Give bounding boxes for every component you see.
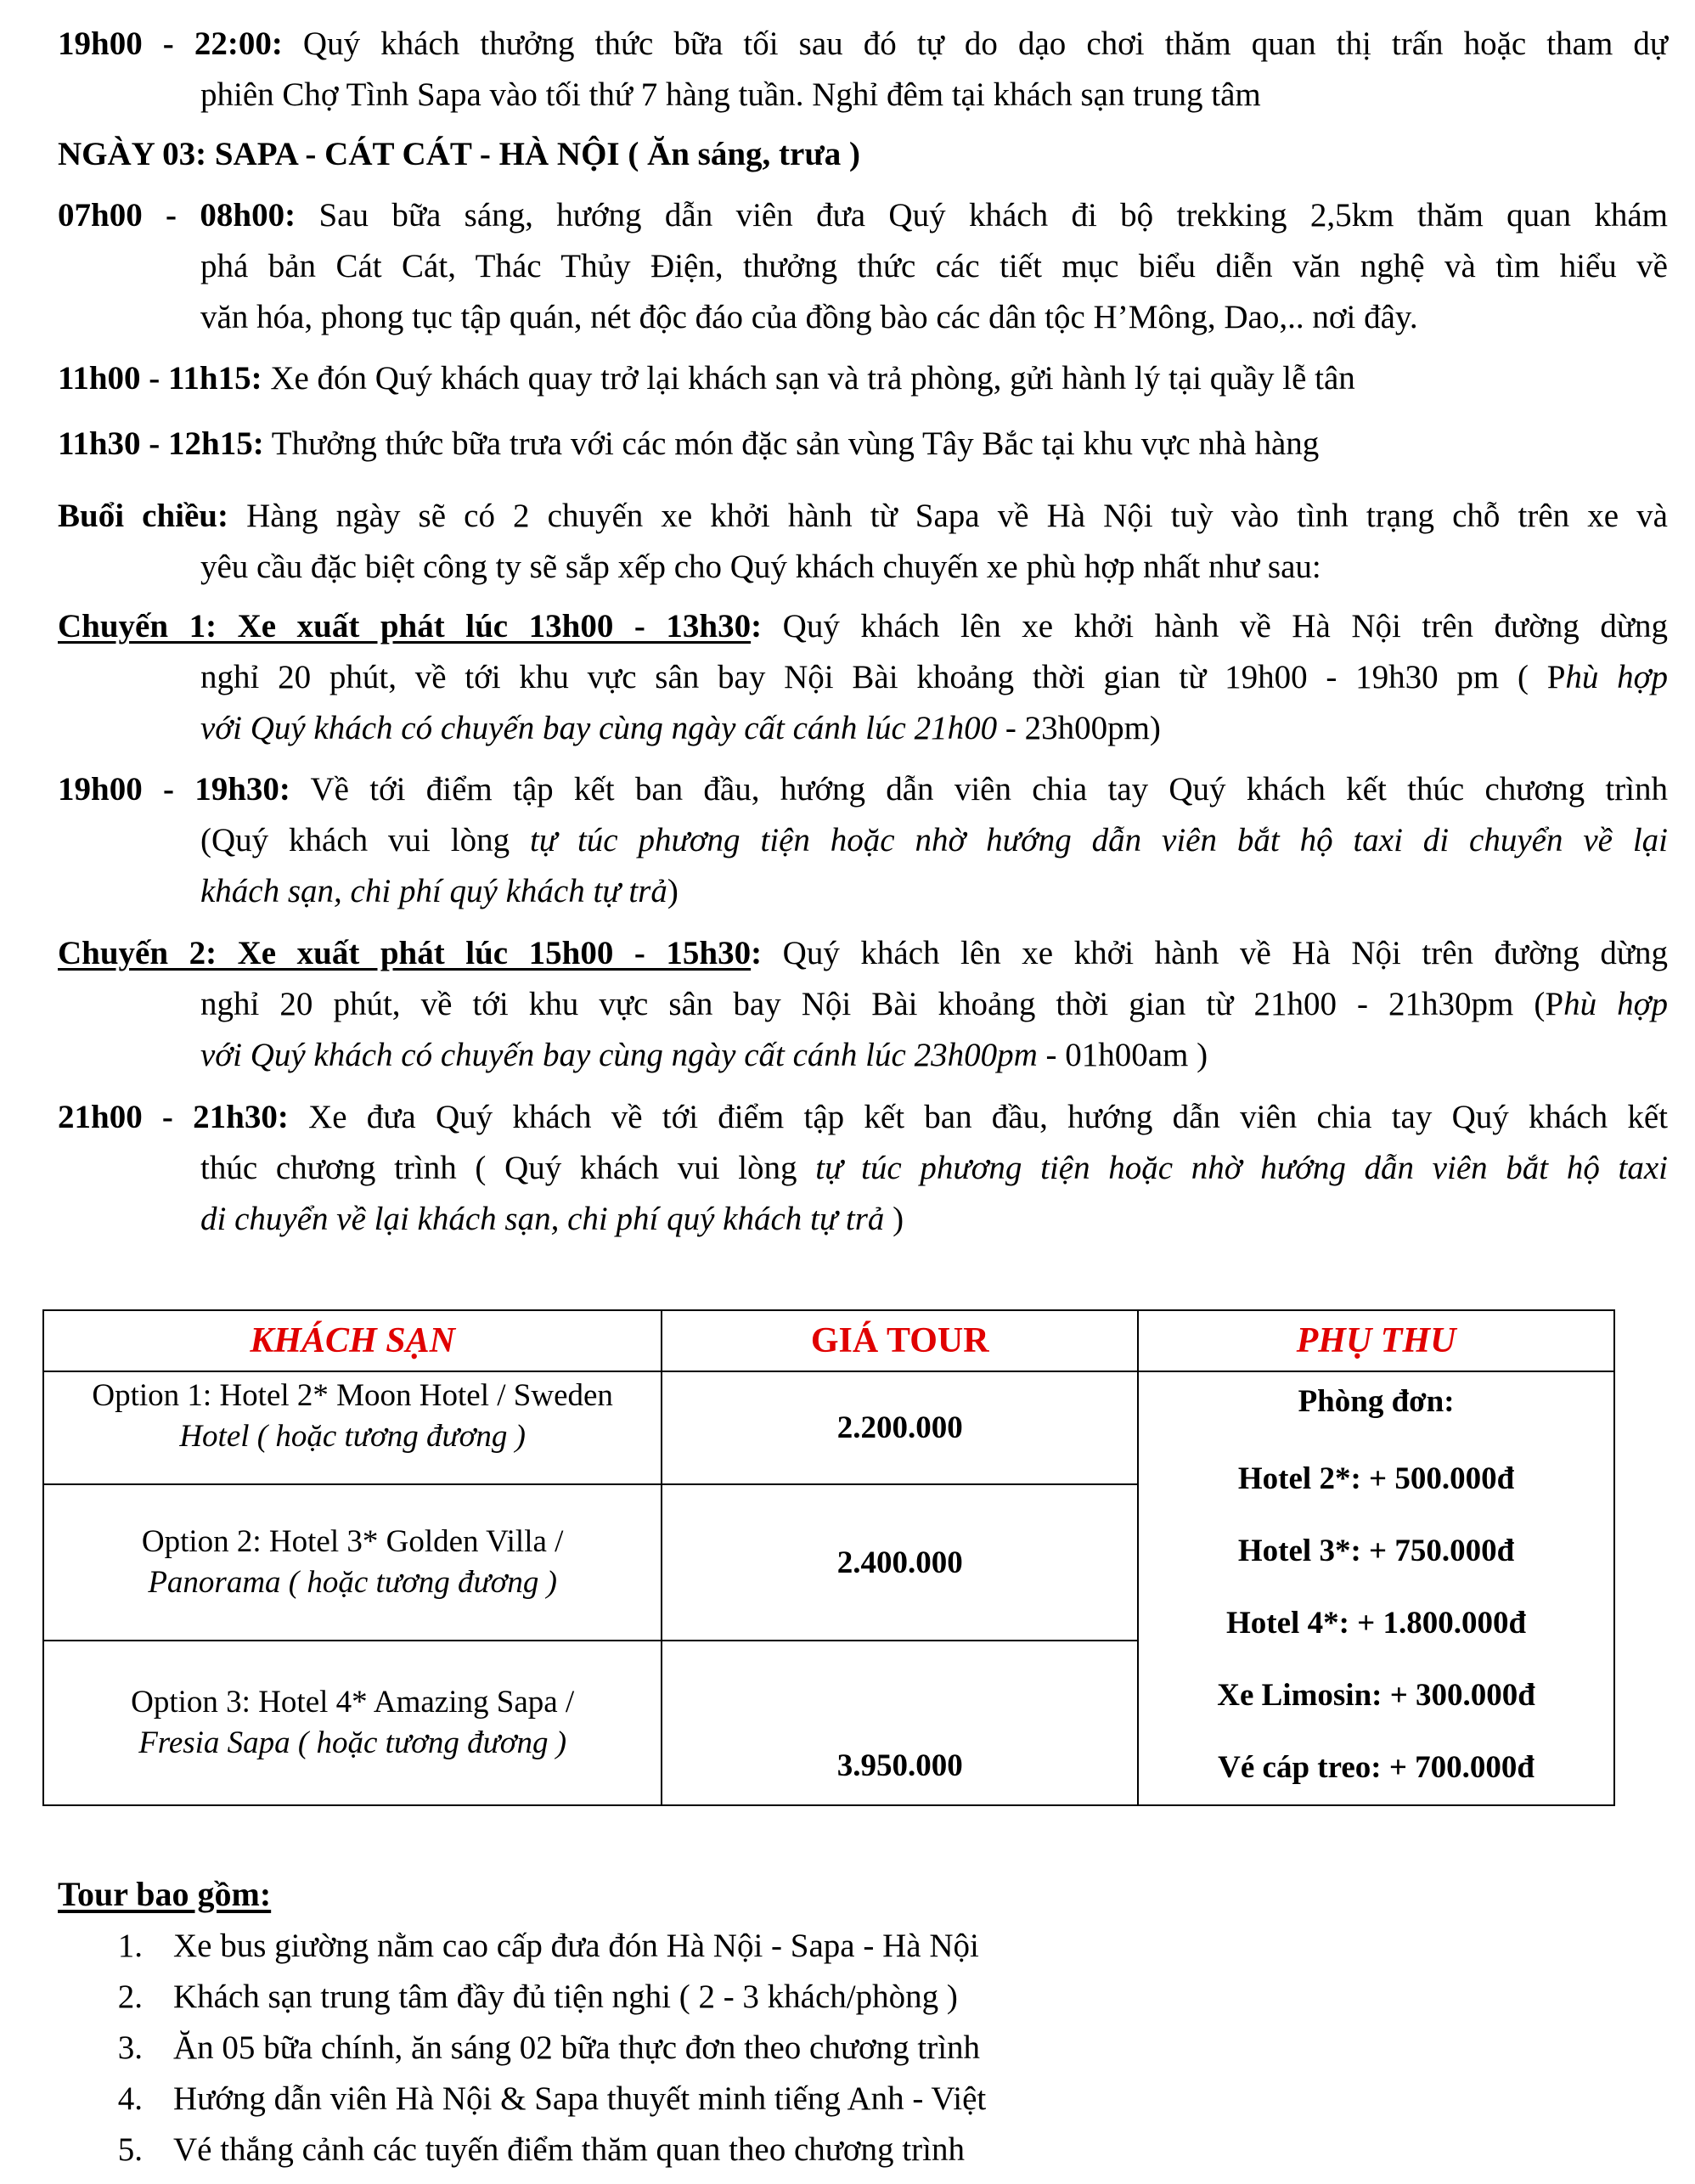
itinerary-item-1900 — [58, 19, 1668, 121]
item-text: Thưởng thức bữa trưa với các món đặc sản vùng Tây Bắc tại khu vực nhà hàng — [263, 425, 1320, 462]
item-text: Xe đón Quý khách quay trở lại khách sạn và trả phòng, gửi hành lý tại quầy lễ tân — [262, 360, 1355, 397]
surcharge-hotel-4: Hotel 4*: + 1.800.000đ — [1226, 1606, 1527, 1641]
item-text: Quý khách lên xe khởi hành về Hà Nội trên đường dừng — [762, 608, 1668, 645]
time-label: 21h00 - 21h30: — [58, 1099, 289, 1135]
time-label: 11h30 - 12h15: — [58, 425, 264, 462]
item-text-italic: tự túc phương tiện hoặc nhờ hướng dẫn viên bắt hộ taxi — [815, 1150, 1668, 1186]
item-number: 3. — [117, 2029, 143, 2066]
item-text: Hướng dẫn viên Hà Nội & Sapa thuyết minh tiếng Anh - Việt — [173, 2080, 987, 2117]
surcharge-cell — [1138, 1371, 1614, 1805]
item-text: Quý khách thưởng thức bữa tối sau đó tự do dạo chơi thăm quan thị trấn hoặc tham dự — [282, 25, 1669, 62]
item-text: Sau bữa sáng, hướng dẫn viên đưa Quý khách đi bộ trekking 2,5km thăm quan khám — [296, 197, 1668, 234]
item-text: (Quý khách vui lòng — [200, 822, 530, 858]
item-text: ) — [884, 1201, 904, 1237]
header-price: GIÁ TOUR — [662, 1310, 1138, 1371]
colon: : — [751, 935, 763, 971]
hotel-note: Panorama ( hoặc tương đương ) — [148, 1565, 557, 1600]
item-text: nghỉ 20 phút, về tới khu vực sân bay Nội Bài khoảng thời gian từ 21h00 - 21h30pm (P — [200, 986, 1564, 1022]
itinerary-item-0700 — [58, 190, 1668, 343]
price-option-3: 3.950.000 — [662, 1641, 1138, 1805]
heading-text: NGÀY 03: SAPA - CÁT CÁT - HÀ NỘI ( Ăn sáng, trưa ) — [58, 136, 860, 172]
item-text: phiên Chợ Tình Sapa vào tối thứ 7 hàng tuần. Nghỉ đêm tại khách sạn trung tâm — [200, 76, 1261, 113]
hotel-option-1 — [43, 1371, 662, 1484]
itinerary-item-1900-return — [58, 764, 1668, 917]
price-option-2: 2.400.000 — [662, 1484, 1138, 1641]
item-number: 4. — [117, 2080, 143, 2117]
list-item — [58, 1972, 986, 2023]
item-text: - 01h00am ) — [1037, 1037, 1208, 1073]
time-label: 07h00 - 08h00: — [58, 197, 296, 234]
item-text: Xe đưa Quý khách về tới điểm tập kết ban đầu, hướng dẫn viên chia tay Quý khách kết — [288, 1099, 1668, 1135]
hotel-option-3 — [43, 1641, 662, 1805]
hotel-note: Fresia Sapa ( hoặc tương đương ) — [138, 1725, 567, 1760]
surcharge-cable-car: Vé cáp treo: + 700.000đ — [1218, 1750, 1535, 1785]
hotel-name: Option 1: Hotel 2* Moon Hotel / Sweden — [92, 1378, 613, 1413]
item-text: Hàng ngày sẽ có 2 chuyến xe khởi hành từ Sapa về Hà Nội tuỳ vào tình trạng chỗ trên xe và — [228, 498, 1668, 534]
item-text-italic: di chuyển về lại khách sạn, chi phí quý khách tự trả — [200, 1201, 885, 1237]
includes-title: Tour bao gồm: — [58, 1875, 272, 1913]
price-table — [42, 1309, 1615, 1806]
hotel-option-2 — [43, 1484, 662, 1641]
item-number: 1. — [117, 1928, 143, 1964]
item-text-italic: hù hợp — [1565, 659, 1668, 695]
list-item — [58, 2125, 986, 2176]
item-text: yêu cầu đặc biệt công ty sẽ sắp xếp cho Quý khách chuyến xe phù hợp nhất như sau: — [200, 549, 1321, 585]
header-surcharge: PHỤ THU — [1138, 1310, 1614, 1371]
item-text-italic: tự túc phương tiện hoặc nhờ hướng dẫn viên bắt hộ taxi di chuyển về lại — [529, 822, 1668, 858]
item-text-italic: khách sạn, chi phí quý khách tự trả — [200, 873, 667, 909]
item-number: 2. — [117, 1979, 143, 2015]
time-label: 19h00 - 19h30: — [58, 771, 290, 808]
price-table-header-row — [43, 1310, 1614, 1371]
item-text-italic: hù hợp — [1563, 986, 1668, 1022]
item-text: Khách sạn trung tâm đầy đủ tiện nghi ( 2 - 3 khách/phòng ) — [173, 1979, 958, 2015]
item-text: Về tới điểm tập kết ban đầu, hướng dẫn viên chia tay Quý khách kết thúc chương trình — [290, 771, 1668, 808]
price-option-1: 2.200.000 — [662, 1371, 1138, 1484]
header-hotel: KHÁCH SẠN — [43, 1310, 662, 1371]
item-number: 5. — [117, 2131, 143, 2168]
trip-label: Chuyến 1: Xe xuất phát lúc 13h00 - 13h30 — [58, 608, 752, 645]
item-text: thúc chương trình ( Quý khách vui lòng — [200, 1150, 816, 1186]
hotel-name: Option 3: Hotel 4* Amazing Sapa / — [131, 1685, 575, 1720]
time-label: 11h00 - 11h15: — [58, 360, 262, 397]
itinerary-item-afternoon — [58, 491, 1668, 593]
table-row — [43, 1371, 1614, 1484]
day-3-heading — [58, 129, 1668, 180]
item-text: Vé thắng cảnh các tuyến điểm thăm quan theo chương trình — [173, 2131, 965, 2168]
surcharge-single-room: Phòng đơn: — [1298, 1384, 1455, 1419]
colon: : — [751, 608, 763, 645]
hotel-name: Option 2: Hotel 3* Golden Villa / — [141, 1524, 564, 1559]
item-text: Ăn 05 bữa chính, ăn sáng 02 bữa thực đơn theo chương trình — [173, 2029, 981, 2066]
item-text-italic: với Quý khách có chuyến bay cùng ngày cất cánh lúc 23h00pm — [200, 1037, 1038, 1073]
list-item — [58, 1921, 986, 1972]
time-label: 19h00 - 22:00: — [58, 25, 283, 62]
itinerary-item-trip-2 — [58, 928, 1668, 1081]
item-text: phá bản Cát Cát, Thác Thủy Điện, thưởng thức các tiết mục biểu diễn văn nghệ và tìm hiểu về — [200, 248, 1668, 284]
list-item — [58, 2023, 986, 2074]
itinerary-item-2100 — [58, 1092, 1668, 1245]
itinerary-item-1100 — [58, 353, 1668, 404]
itinerary-item-trip-1 — [58, 601, 1668, 754]
item-text: - 23h00pm) — [997, 710, 1161, 746]
itinerary-item-1130 — [58, 419, 1668, 470]
time-label: Buổi chiều: — [58, 498, 228, 534]
includes-list — [58, 1921, 986, 2176]
surcharge-hotel-3: Hotel 3*: + 750.000đ — [1237, 1534, 1515, 1568]
list-item — [58, 2074, 986, 2125]
surcharge-limousine: Xe Limosin: + 300.000đ — [1217, 1678, 1535, 1713]
item-text: Xe bus giường nằm cao cấp đưa đón Hà Nội - Sapa - Hà Nội — [173, 1928, 979, 1964]
hotel-note: Hotel ( hoặc tương đương ) — [179, 1419, 526, 1454]
item-text: văn hóa, phong tục tập quán, nét độc đáo của đồng bào các dân tộc H’Mông, Dao,.. nơi đây. — [200, 299, 1418, 335]
item-text: ) — [667, 873, 679, 909]
item-text: Quý khách lên xe khởi hành về Hà Nội trên đường dừng — [762, 935, 1668, 971]
surcharge-hotel-2: Hotel 2*: + 500.000đ — [1237, 1461, 1515, 1496]
item-text-italic: với Quý khách có chuyến bay cùng ngày cất cánh lúc 21h00 — [200, 710, 998, 746]
item-text: nghỉ 20 phút, về tới khu vực sân bay Nội Bài khoảng thời gian từ 19h00 - 19h30 pm ( P — [200, 659, 1566, 695]
trip-label: Chuyến 2: Xe xuất phát lúc 15h00 - 15h30 — [58, 935, 752, 971]
